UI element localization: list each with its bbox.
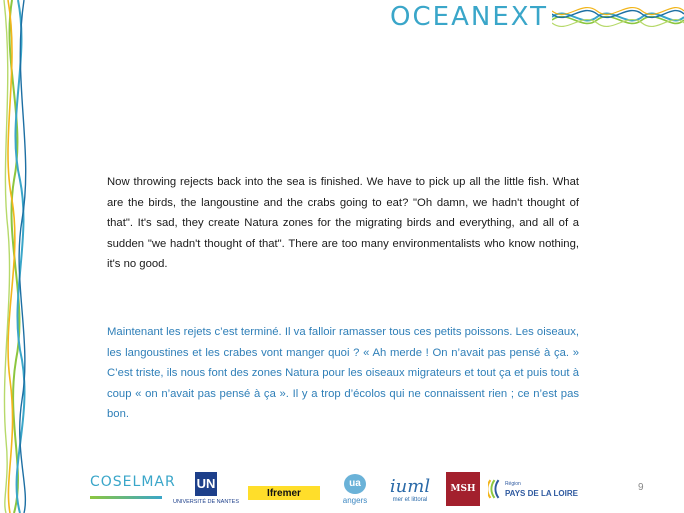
- pays-de-la-loire-logo: [488, 474, 578, 504]
- english-paragraph: Now throwing rejects back into the sea is finished. We have to pick up all the little fish. What are the birds, the langoustine and the crabs going to eat? "Oh damn, we hadn't thought of that". It's sad, they create Natura zones for the migrating birds and everything, and all of a sudden "we hadn't thought of that". There are too many environmentalists who know nothing, it's no good.: [107, 176, 579, 270]
- iuml-mark: iuml: [389, 476, 431, 497]
- universite-angers-logo: [334, 470, 376, 508]
- oceanext-logo: [390, 0, 684, 34]
- pays-de-la-loire-text: [505, 480, 578, 498]
- msh-logo: MSH: [446, 472, 480, 506]
- iuml-label: mer et littoral: [392, 497, 428, 503]
- coselmar-logo: COSELMAR: [90, 474, 176, 490]
- ifremer-logo: Ifremer: [248, 486, 320, 500]
- french-paragraph: Maintenant les rejets c’est terminé. Il va falloir ramasser tous ces petits poissons. Les oiseaux, les langoustines et les crabes vont manger quoi ? « Ah merde ! On n’avait pas pensé à ça. » C’est triste, ils nous font des zones Natura pour les oiseaux migrateurs et tout ça et puis tout à coup « on n’avait pas pensé à ça ». Il y a trop d’écolos qui ne connaissent rien ; ce n’est pas bon.: [107, 326, 579, 420]
- coselmar-underline: [90, 496, 162, 499]
- univ-nantes-label: UNIVERSITÉ DE NANTES: [172, 498, 239, 505]
- pdl-region-label: Région: [504, 481, 521, 487]
- univ-nantes-mark: UN: [195, 472, 217, 496]
- angers-mark: ua: [344, 474, 366, 494]
- universite-de-nantes-logo: [172, 468, 240, 508]
- pays-de-la-loire-arcs-icon: [488, 476, 501, 502]
- iuml-logo: [382, 470, 438, 510]
- oceanext-logo-text: OCEANEXT: [390, 2, 548, 32]
- left-wave-decoration: [0, 0, 40, 513]
- partner-logos: [0, 466, 684, 513]
- angers-label: angers: [342, 495, 368, 505]
- waves-icon: [552, 0, 684, 34]
- page-number: 9: [638, 482, 644, 493]
- pdl-name-label: PAYS DE LA LOIRE: [504, 489, 578, 498]
